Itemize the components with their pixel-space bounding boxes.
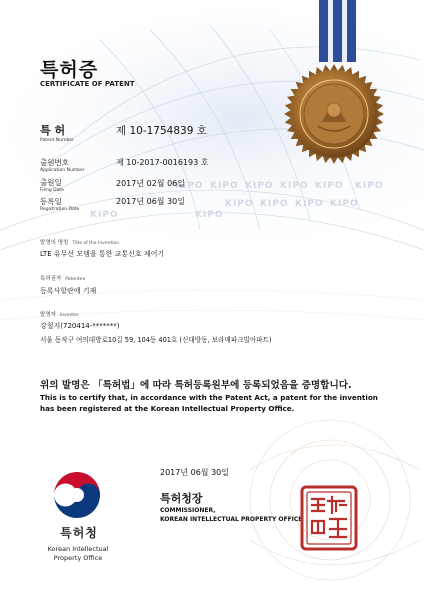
inventor-label-ko: 발명자 bbox=[40, 312, 56, 318]
inventor-label-en: Inventor bbox=[59, 313, 79, 318]
watermark-text: KIPO bbox=[175, 181, 204, 191]
kipo-logo-icon bbox=[50, 468, 104, 522]
seal-ray bbox=[330, 158, 337, 164]
seal-ray bbox=[330, 64, 337, 70]
invention-title-label bbox=[40, 238, 119, 246]
issue-date: 2017년 06월 30일 bbox=[160, 468, 229, 477]
watermark-text: KIPO bbox=[90, 210, 119, 220]
inventor-name: 강철지(720414-*******) bbox=[40, 322, 120, 330]
registration-date-label-en: Registration Date bbox=[40, 207, 80, 212]
official-red-seal bbox=[300, 485, 358, 551]
watermark-text: KIPO bbox=[245, 181, 274, 191]
inventor-label bbox=[40, 310, 79, 318]
invention-title-label-ko: 발명의 명칭 bbox=[40, 240, 69, 246]
watermark-text: KIPO bbox=[280, 181, 309, 191]
seal-ray bbox=[378, 110, 384, 117]
watermark-text: KIPO bbox=[355, 181, 384, 191]
ribbon-stripe bbox=[319, 0, 328, 62]
filing-date-value: 2017년 02월 06일 bbox=[116, 179, 185, 188]
certificate-title: 특허증 bbox=[40, 59, 99, 81]
watermark-text: KIPO bbox=[210, 181, 239, 191]
commissioner-title-ko: 특허청장 bbox=[160, 492, 203, 505]
watermark-text: KIPO bbox=[330, 199, 359, 209]
application-number-label-en: Application Number bbox=[40, 168, 85, 173]
invention-title-value: LTE 유무선 모뎀을 통한 교통신호 제어기 bbox=[40, 250, 165, 258]
certification-statement-ko: 위의 발명은 「특허법」에 따라 특허등록원부에 등록되었음을 증명합니다. bbox=[40, 380, 352, 391]
ribbon-stripe bbox=[333, 0, 342, 62]
filing-date-label: 출원일 bbox=[40, 178, 62, 187]
patentee-label-ko: 특허권자 bbox=[40, 276, 62, 282]
patent-number-value: 제 10-1754839 호 bbox=[116, 125, 207, 137]
application-number-value: 제 10-2017-0016193 호 bbox=[116, 158, 209, 167]
application-number-label: 출원번호 bbox=[40, 158, 69, 167]
seal-ray bbox=[284, 110, 290, 117]
registration-date-label: 등록일 bbox=[40, 197, 62, 206]
ribbon-stripe bbox=[347, 0, 356, 62]
invention-title-label-en: Title of the Invention bbox=[72, 241, 120, 246]
watermark-text: KIPO bbox=[315, 181, 344, 191]
patent-number-label-en: Patent Number bbox=[40, 138, 74, 143]
patentee-value: 등록사항란에 기재 bbox=[40, 287, 97, 295]
patentee-label bbox=[40, 274, 85, 282]
registration-date-value: 2017년 06월 30일 bbox=[116, 197, 185, 206]
office-name-en-line1: Korean Intellectual bbox=[47, 545, 109, 553]
gold-seal-emblem bbox=[284, 64, 384, 164]
certification-statement-en-line1: This is to certify that, in accordance with the Patent Act, a patent for the invention bbox=[40, 393, 378, 402]
commissioner-title-en-line2: KOREAN INTELLECTUAL PROPERTY OFFICE bbox=[160, 516, 303, 523]
patent-number-label: 특 허 bbox=[40, 124, 66, 137]
certification-statement-en-line2: has been registered at the Korean Intellectual Property Office. bbox=[40, 404, 295, 413]
commissioner-title-en-line1: COMMISSIONER, bbox=[160, 507, 216, 514]
office-name-ko: 특허청 bbox=[60, 526, 98, 540]
filing-date-label-en: Filing Date bbox=[40, 188, 64, 193]
office-name-en-line2: Property Office bbox=[53, 554, 103, 562]
certificate-subtitle: CERTIFICATE OF PATENT bbox=[40, 80, 135, 88]
watermark-text: KIPO bbox=[195, 210, 224, 220]
watermark-text: KIPO bbox=[260, 199, 289, 209]
inventor-address: 서울 동작구 여의대방로10길 59, 104동 401호 (신대방동, 보라매파크빌아파트) bbox=[40, 336, 272, 344]
patentee-label-en: Patentee bbox=[65, 277, 86, 282]
watermark-text: KIPO bbox=[225, 199, 254, 209]
watermark-text: KIPO bbox=[295, 199, 324, 209]
